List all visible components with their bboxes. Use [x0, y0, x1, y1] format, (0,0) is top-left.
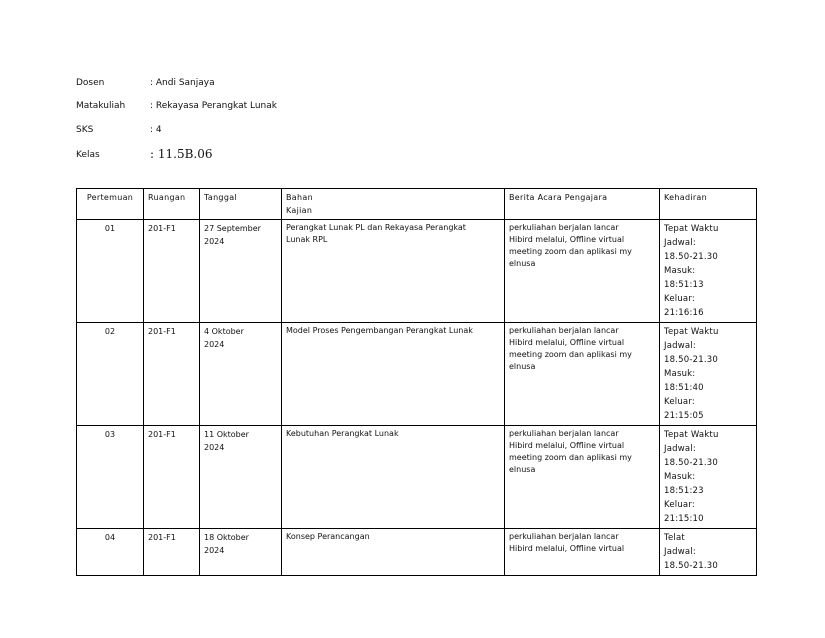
ruangan-cell: 201-F1 — [144, 426, 200, 529]
kehadiran-cell — [660, 529, 757, 576]
pertemuan-cell: 01 — [77, 220, 144, 323]
kelas-label: Kelas — [76, 150, 100, 160]
masuk-value: 18:51:40 — [664, 383, 704, 393]
kehadiran-cell — [660, 426, 757, 529]
matakuliah-label: Matakuliah — [76, 101, 126, 111]
sks-value: : 4 — [150, 125, 162, 135]
berita-line: meeting zoom dan aplikasi my — [509, 247, 632, 256]
tanggal-cell — [200, 220, 282, 323]
status-text: Telat — [664, 533, 685, 543]
jadwal-label: Jadwal: — [664, 444, 696, 454]
jadwal-value: 18.50-21.30 — [664, 355, 718, 365]
tanggal-year: 2024 — [204, 237, 225, 246]
keluar-value: 21:15:05 — [664, 411, 704, 421]
masuk-value: 18:51:23 — [664, 486, 704, 496]
bahan-line: Kebutuhan Perangkat Lunak — [286, 429, 399, 438]
masuk-value: 18:51:13 — [664, 280, 704, 290]
status-text: Tepat Waktu — [664, 224, 719, 234]
jadwal-label: Jadwal: — [664, 547, 696, 557]
berita-line: Hibird melalui, Offline virtual — [509, 544, 625, 553]
tanggal-date: 27 September — [204, 224, 261, 233]
bahan-line: Perangkat Lunak PL dan Rekayasa Perangkat — [286, 223, 466, 232]
sks-label: SKS — [76, 125, 94, 135]
col-kajian-label: Kajian — [286, 206, 313, 215]
status-text: Tepat Waktu — [664, 430, 719, 440]
table-row — [77, 529, 757, 576]
masuk-label: Masuk: — [664, 369, 696, 379]
kehadiran-cell — [660, 220, 757, 323]
tanggal-year: 2024 — [204, 340, 225, 349]
ruangan-cell: 201-F1 — [144, 529, 200, 576]
berita-line: meeting zoom dan aplikasi my — [509, 350, 632, 359]
bahan-cell — [282, 529, 505, 576]
pertemuan-cell: 02 — [77, 323, 144, 426]
berita-line: perkuliahan berjalan lancar — [509, 429, 619, 438]
keluar-label: Keluar: — [664, 294, 695, 304]
berita-line: elnusa — [509, 362, 536, 371]
tanggal-cell — [200, 426, 282, 529]
jadwal-label: Jadwal: — [664, 341, 696, 351]
kehadiran-cell — [660, 323, 757, 426]
ruangan-cell: 201-F1 — [144, 323, 200, 426]
jadwal-value: 18.50-21.30 — [664, 561, 718, 571]
col-berita-acara: Berita Acara Pengajara — [505, 189, 660, 220]
tanggal-cell — [200, 323, 282, 426]
berita-line: perkuliahan berjalan lancar — [509, 532, 619, 541]
table-header-row — [77, 189, 757, 220]
berita-cell — [505, 220, 660, 323]
kelas-value: : 11.5B.06 — [150, 147, 213, 161]
tanggal-year: 2024 — [204, 443, 225, 452]
berita-cell — [505, 426, 660, 529]
pertemuan-cell: 04 — [77, 529, 144, 576]
keluar-value: 21:15:10 — [664, 514, 704, 524]
bahan-line: Model Proses Pengembangan Perangkat Lunak — [286, 326, 473, 335]
table-row — [77, 323, 757, 426]
masuk-label: Masuk: — [664, 266, 696, 276]
berita-line: perkuliahan berjalan lancar — [509, 326, 619, 335]
status-text: Tepat Waktu — [664, 327, 719, 337]
jadwal-value: 18.50-21.30 — [664, 458, 718, 468]
tanggal-cell — [200, 529, 282, 576]
dosen-label: Dosen — [76, 78, 105, 88]
berita-line: elnusa — [509, 259, 536, 268]
keluar-label: Keluar: — [664, 500, 695, 510]
col-pertemuan: Pertemuan — [77, 189, 144, 220]
matakuliah-value: : Rekayasa Perangkat Lunak — [150, 101, 277, 111]
bahan-line: Konsep Perancangan — [286, 532, 370, 541]
keluar-label: Keluar: — [664, 397, 695, 407]
tanggal-date: 18 Oktober — [204, 533, 249, 542]
keluar-value: 21:16:16 — [664, 308, 704, 318]
bahan-cell — [282, 220, 505, 323]
berita-line: perkuliahan berjalan lancar — [509, 223, 619, 232]
bahan-line: Lunak RPL — [286, 235, 328, 244]
table-row — [77, 220, 757, 323]
dosen-value: : Andi Sanjaya — [150, 78, 215, 88]
col-kehadiran: Kehadiran — [660, 189, 757, 220]
attendance-table — [76, 188, 757, 576]
col-bahan-label: Bahan — [286, 193, 313, 202]
pertemuan-cell: 03 — [77, 426, 144, 529]
berita-line: Hibird melalui, Offline virtual — [509, 235, 625, 244]
bahan-cell — [282, 426, 505, 529]
jadwal-label: Jadwal: — [664, 238, 696, 248]
masuk-label: Masuk: — [664, 472, 696, 482]
ruangan-cell: 201-F1 — [144, 220, 200, 323]
berita-cell — [505, 529, 660, 576]
tanggal-date: 4 Oktober — [204, 327, 244, 336]
berita-line: Hibird melalui, Offline virtual — [509, 338, 625, 347]
col-bahan-kajian — [282, 189, 505, 220]
berita-line: meeting zoom dan aplikasi my — [509, 453, 632, 462]
berita-line: Hibird melalui, Offline virtual — [509, 441, 625, 450]
jadwal-value: 18.50-21.30 — [664, 252, 718, 262]
col-tanggal: Tanggal — [200, 189, 282, 220]
tanggal-year: 2024 — [204, 546, 225, 555]
col-ruangan: Ruangan — [144, 189, 200, 220]
berita-line: elnusa — [509, 465, 536, 474]
bahan-cell — [282, 323, 505, 426]
table-row — [77, 426, 757, 529]
tanggal-date: 11 Oktober — [204, 430, 249, 439]
berita-cell — [505, 323, 660, 426]
